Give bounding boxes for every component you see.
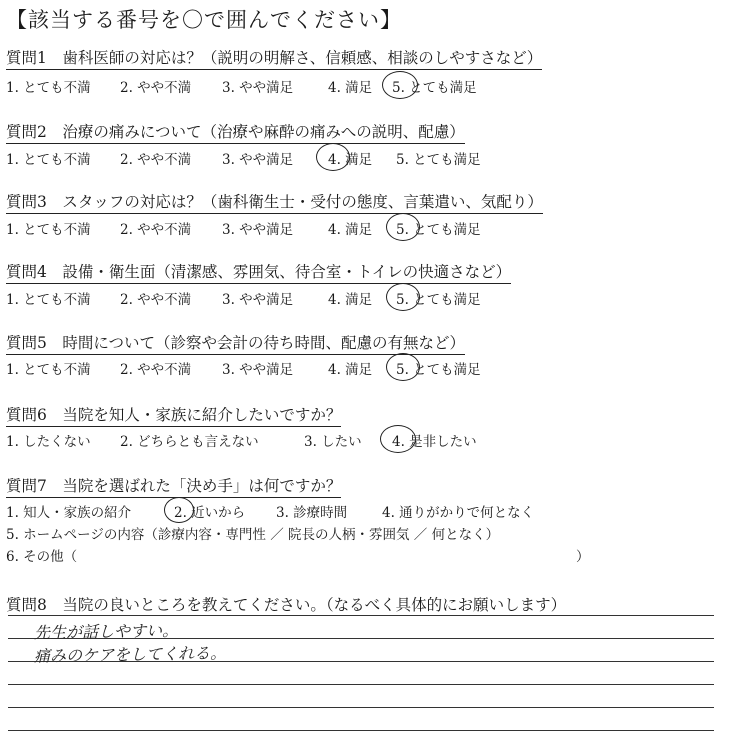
- handwritten-answer-2: 痛みのケアをしてくれる。: [33, 643, 227, 666]
- q6-option-3[interactable]: 3. したい: [304, 434, 362, 450]
- q1-option-3[interactable]: 3. やや満足: [222, 80, 294, 96]
- q2-option-3[interactable]: 3. やや満足: [222, 152, 294, 168]
- q7-option-6-close: ）: [576, 549, 590, 565]
- q7-option-3[interactable]: 3. 診療時間: [276, 505, 348, 521]
- q2-option-4[interactable]: 4. 満足: [328, 152, 373, 168]
- q1-option-4[interactable]: 4. 満足: [328, 80, 373, 96]
- q1-option-2[interactable]: 2. やや不満: [120, 80, 192, 96]
- answer-line: [8, 615, 714, 616]
- q5-option-1[interactable]: 1. とても不満: [6, 362, 91, 378]
- answer-line: [8, 730, 714, 731]
- q3-option-3[interactable]: 3. やや満足: [222, 222, 294, 238]
- q1-option-5[interactable]: 5. とても満足: [392, 80, 477, 96]
- q3-option-1[interactable]: 1. とても不満: [6, 222, 91, 238]
- question-4-title: 質問4 設備・衛生面（清潔感、雰囲気、待合室・トイレの快適さなど）: [6, 260, 511, 284]
- q2-option-2[interactable]: 2. やや不満: [120, 152, 192, 168]
- q5-option-2[interactable]: 2. やや不満: [120, 362, 192, 378]
- q2-option-5[interactable]: 5. とても満足: [396, 152, 481, 168]
- q7-option-1[interactable]: 1. 知人・家族の紹介: [6, 505, 132, 521]
- q7-option-4[interactable]: 4. 通りがかりで何となく: [382, 505, 535, 521]
- question-6-title: 質問6 当院を知人・家族に紹介したいですか？: [6, 403, 341, 427]
- q6-option-2[interactable]: 2. どちらとも言えない: [120, 434, 259, 450]
- q4-option-5[interactable]: 5. とても満足: [396, 292, 481, 308]
- q6-option-1[interactable]: 1. したくない: [6, 434, 91, 450]
- q4-option-2[interactable]: 2. やや不満: [120, 292, 192, 308]
- q5-option-5[interactable]: 5. とても満足: [396, 362, 481, 378]
- question-3-title: 質問3 スタッフの対応は？（歯科衛生士・受付の態度、言葉遣い、気配り）: [6, 190, 543, 214]
- q5-option-4[interactable]: 4. 満足: [328, 362, 373, 378]
- q5-option-3[interactable]: 3. やや満足: [222, 362, 294, 378]
- q7-option-6[interactable]: 6. その他（: [6, 549, 78, 565]
- q2-option-1[interactable]: 1. とても不満: [6, 152, 91, 168]
- answer-line: [8, 684, 714, 685]
- handwritten-answer-1: 先生が話しやすい。: [33, 620, 179, 643]
- q3-option-4[interactable]: 4. 満足: [328, 222, 373, 238]
- form-header: 【該当する番号を〇で囲んでください】: [6, 8, 402, 32]
- q1-option-1[interactable]: 1. とても不満: [6, 80, 91, 96]
- q7-option-2[interactable]: 2. 近いから: [174, 505, 246, 521]
- answer-line: [8, 707, 714, 708]
- q4-option-4[interactable]: 4. 満足: [328, 292, 373, 308]
- question-5-title: 質問5 時間について（診察や会計の待ち時間、配慮の有無など）: [6, 331, 465, 355]
- question-2-title: 質問2 治療の痛みについて（治療や麻酔の痛みへの説明、配慮）: [6, 120, 465, 144]
- q4-option-3[interactable]: 3. やや満足: [222, 292, 294, 308]
- q3-option-5[interactable]: 5. とても満足: [396, 222, 481, 238]
- q7-option-5[interactable]: 5. ホームページの内容（診療内容・専門性 ／ 院長の人柄・雰囲気 ／ 何となく）: [6, 527, 500, 543]
- question-7-title: 質問7 当院を選ばれた「決め手」は何ですか？: [6, 474, 341, 498]
- question-8-title: 質問8 当院の良いところを教えてください。（なるべく具体的にお願いします）: [6, 596, 567, 614]
- q3-option-2[interactable]: 2. やや不満: [120, 222, 192, 238]
- q6-option-4[interactable]: 4. 是非したい: [392, 434, 477, 450]
- q4-option-1[interactable]: 1. とても不満: [6, 292, 91, 308]
- question-1-title: 質問1 歯科医師の対応は？（説明の明解さ、信頼感、相談のしやすさなど）: [6, 46, 542, 70]
